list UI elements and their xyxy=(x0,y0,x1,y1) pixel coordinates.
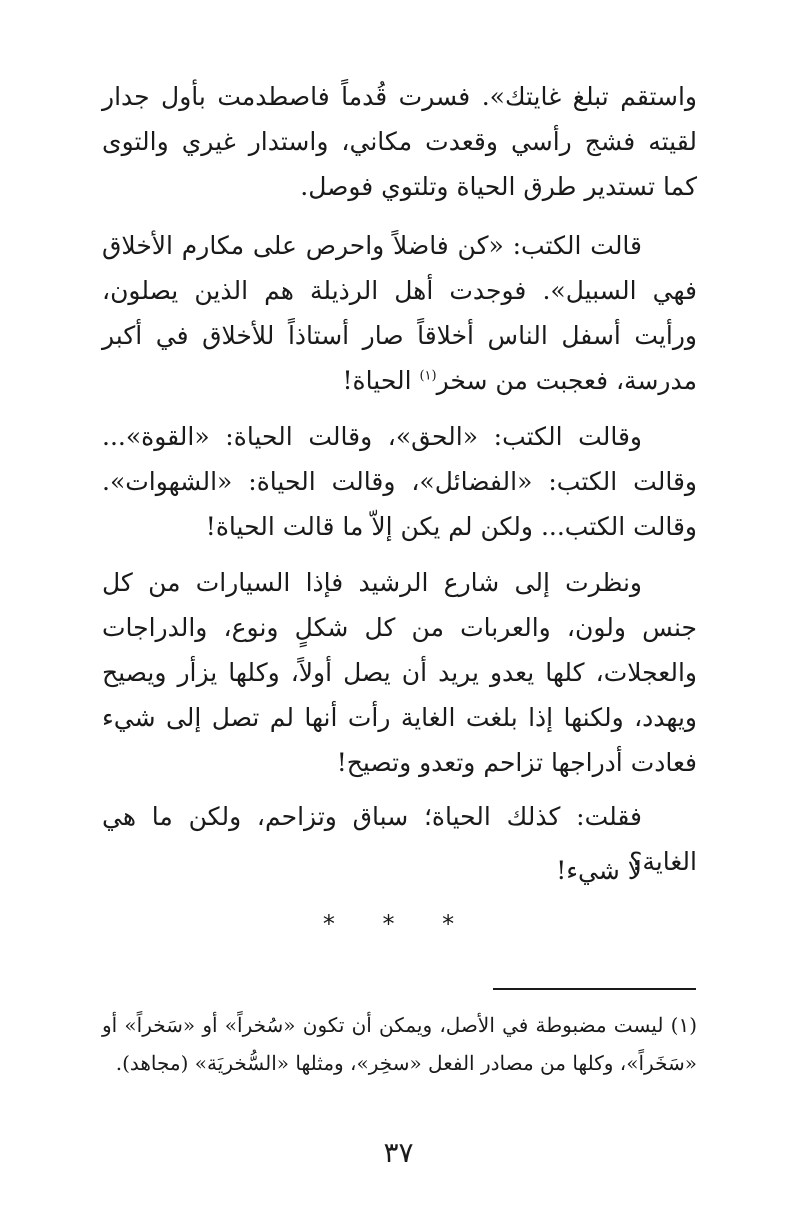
footnote-marker: (١) xyxy=(419,368,437,384)
paragraph-1: واستقم تبلغ غايتك». فسرت قُدماً فاصطدمت بأول جدار لقيته فشج رأسي وقعدت مكاني، واستدار غيري والتوى كما تستدير طرق الحياة وتلتوي فوصل. xyxy=(102,82,697,201)
section-separator: * * * xyxy=(322,910,475,938)
paragraph-2-main: قالت الكتب: «كن فاضلاً واحرص على مكارم الأخلاق فهي السبيل». فوجدت أهل الرذيلة هم الذين يصلون، ورأيت أسفل الناس أخلاقاً صار أستاذاً للأخلاق في أكبر مدرسة، فعجبت من سخر xyxy=(102,231,697,395)
paragraph-2 xyxy=(102,223,697,403)
paragraph-6: لا شيء! xyxy=(556,856,642,885)
footnote-divider xyxy=(493,988,696,990)
footnote: (١) ليست مضبوطة في الأصل، ويمكن أن تكون «سُخراً» أو «سَخراً» أو «سَخَراً»، وكلها من مصادر الفعل «سخِر»، ومثلها «السُّخريَة» (مجاهد). xyxy=(102,1013,697,1075)
paragraph-2-end: الحياة! xyxy=(342,366,420,395)
page-number: ٣٧ xyxy=(383,1136,414,1169)
paragraph-4: ونظرت إلى شارع الرشيد فإذا السيارات من كل جنس ولون، والعربات من كل شكلٍ ونوع، والدراجات والعجلات، كلها يعدو يريد أن يصل أولاً، وكلها يزأر ويصيح ويهدد، ولكنها إذا بلغت الغاية رأت أنها لم تصل إلى شيء فعادت أدراجها تزاحم وتعدو وتصيح! xyxy=(102,568,697,777)
paragraph-5: فقلت: كذلك الحياة؛ سباق وتزاحم، ولكن ما هي الغاية؟ xyxy=(102,802,697,876)
paragraph-3: وقالت الكتب: «الحق»، وقالت الحياة: «القوة»... وقالت الكتب: «الفضائل»، وقالت الحياة: «الشهوات». وقالت الكتب... ولكن لم يكن إلاّ ما قالت الحياة! xyxy=(102,422,697,541)
